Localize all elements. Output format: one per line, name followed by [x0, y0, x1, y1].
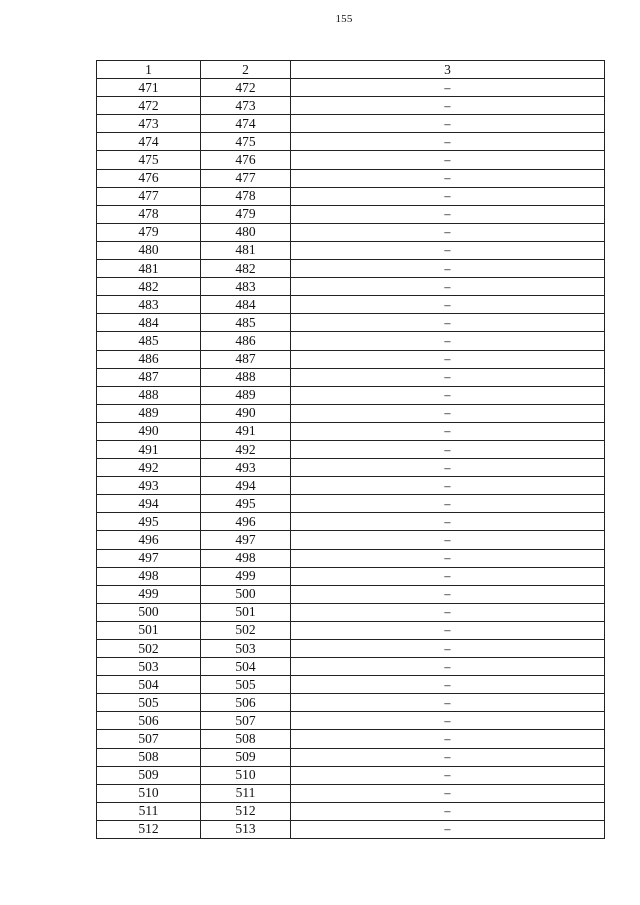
- table-row: [97, 422, 605, 440]
- dash-value: –: [444, 731, 451, 747]
- table-cell-col-1: 507: [97, 730, 201, 748]
- table-cell-col-1: 484: [97, 314, 201, 332]
- table-row: [97, 133, 605, 151]
- table-cell-col-2: 480: [201, 223, 291, 241]
- table-cell-col-3: [291, 241, 605, 259]
- dash-value: –: [444, 242, 451, 258]
- dash-value: –: [444, 97, 451, 113]
- dash-value: –: [444, 423, 451, 439]
- dash-value: –: [444, 206, 451, 222]
- table-row: [97, 404, 605, 422]
- table-cell-col-3: [291, 676, 605, 694]
- table-cell-col-2: 507: [201, 712, 291, 730]
- dash-value: –: [444, 477, 451, 493]
- table-row: [97, 260, 605, 278]
- table-cell-col-3: [291, 223, 605, 241]
- header-row: [97, 61, 605, 79]
- table-cell-col-1: 503: [97, 658, 201, 676]
- page-number: 155: [335, 13, 353, 25]
- table-row: [97, 278, 605, 296]
- table-cell-col-3: [291, 549, 605, 567]
- table-cell-col-2: 502: [201, 621, 291, 639]
- table-cell-col-2: 512: [201, 802, 291, 820]
- table-cell-col-3: [291, 79, 605, 97]
- table-row: [97, 440, 605, 458]
- table-cell-col-1: 510: [97, 784, 201, 802]
- table-cell-col-3: [291, 567, 605, 585]
- table-cell-col-1: 497: [97, 549, 201, 567]
- table-cell-col-1: 512: [97, 820, 201, 838]
- table-row: [97, 802, 605, 820]
- dash-value: –: [444, 188, 451, 204]
- dash-value: –: [444, 405, 451, 421]
- dash-value: –: [444, 676, 451, 692]
- table-cell-col-3: [291, 169, 605, 187]
- table-cell-col-1: 488: [97, 386, 201, 404]
- table-cell-col-3: [291, 621, 605, 639]
- table-cell-col-2: 476: [201, 151, 291, 169]
- table-cell-col-1: 483: [97, 296, 201, 314]
- table-cell-col-1: 492: [97, 459, 201, 477]
- dash-value: –: [444, 79, 451, 95]
- table-cell-col-3: [291, 205, 605, 223]
- table-cell-col-3: [291, 151, 605, 169]
- table-row: [97, 187, 605, 205]
- table-row: [97, 585, 605, 603]
- dash-value: –: [444, 694, 451, 710]
- table-cell-col-2: 491: [201, 422, 291, 440]
- dash-value: –: [444, 170, 451, 186]
- table-cell-col-3: [291, 495, 605, 513]
- table-cell-col-1: 479: [97, 223, 201, 241]
- table-cell-col-2: 508: [201, 730, 291, 748]
- table-row: [97, 350, 605, 368]
- table-cell-col-3: [291, 603, 605, 621]
- table-cell-col-3: [291, 694, 605, 712]
- table-cell-col-3: [291, 513, 605, 531]
- table-cell-col-3: [291, 477, 605, 495]
- table-cell-col-2: 475: [201, 133, 291, 151]
- table-cell-col-3: [291, 640, 605, 658]
- table-row: [97, 332, 605, 350]
- table-cell-col-1: 478: [97, 205, 201, 223]
- table-cell-col-3: [291, 585, 605, 603]
- table-row: [97, 495, 605, 513]
- column-header-2: 2: [201, 61, 291, 79]
- table-cell-col-3: [291, 133, 605, 151]
- table-cell-col-2: 497: [201, 531, 291, 549]
- dash-value: –: [444, 387, 451, 403]
- table-row: [97, 97, 605, 115]
- table-cell-col-2: 482: [201, 260, 291, 278]
- table-cell-col-1: 480: [97, 241, 201, 259]
- table-cell-col-2: 493: [201, 459, 291, 477]
- column-header-1: 1: [97, 61, 201, 79]
- table-cell-col-2: 479: [201, 205, 291, 223]
- table-cell-col-3: [291, 260, 605, 278]
- table-cell-col-1: 489: [97, 404, 201, 422]
- table-row: [97, 205, 605, 223]
- dash-value: –: [444, 296, 451, 312]
- dash-value: –: [444, 152, 451, 168]
- table-cell-col-2: 494: [201, 477, 291, 495]
- table-row: [97, 477, 605, 495]
- table-cell-col-1: 482: [97, 278, 201, 296]
- dash-value: –: [444, 332, 451, 348]
- table-cell-col-3: [291, 766, 605, 784]
- table-row: [97, 549, 605, 567]
- table-row: [97, 169, 605, 187]
- dash-value: –: [444, 749, 451, 765]
- table-cell-col-2: 490: [201, 404, 291, 422]
- table-cell-col-2: 511: [201, 784, 291, 802]
- table-row: [97, 640, 605, 658]
- table-cell-col-3: [291, 386, 605, 404]
- table-cell-col-3: [291, 748, 605, 766]
- table-cell-col-1: 506: [97, 712, 201, 730]
- table-cell-col-2: 483: [201, 278, 291, 296]
- table-cell-col-1: 485: [97, 332, 201, 350]
- dash-value: –: [444, 604, 451, 620]
- table-row: [97, 658, 605, 676]
- table-cell-col-1: 499: [97, 585, 201, 603]
- table-cell-col-2: 492: [201, 440, 291, 458]
- table-cell-col-1: 505: [97, 694, 201, 712]
- dash-value: –: [444, 803, 451, 819]
- table-cell-col-1: 474: [97, 133, 201, 151]
- table-row: [97, 621, 605, 639]
- dash-value: –: [444, 351, 451, 367]
- table-row: [97, 241, 605, 259]
- table-cell-col-2: 496: [201, 513, 291, 531]
- table-cell-col-1: 494: [97, 495, 201, 513]
- table-cell-col-2: 505: [201, 676, 291, 694]
- table-row: [97, 712, 605, 730]
- table-cell-col-3: [291, 712, 605, 730]
- table-cell-col-3: [291, 440, 605, 458]
- dash-value: –: [444, 658, 451, 674]
- table-cell-col-2: 501: [201, 603, 291, 621]
- dash-value: –: [444, 278, 451, 294]
- table-cell-col-3: [291, 531, 605, 549]
- table-cell-col-2: 504: [201, 658, 291, 676]
- table-cell-col-2: 513: [201, 820, 291, 838]
- table-cell-col-3: [291, 784, 605, 802]
- table-cell-col-1: 477: [97, 187, 201, 205]
- table-row: [97, 766, 605, 784]
- dash-value: –: [444, 640, 451, 656]
- dash-value: –: [444, 821, 451, 837]
- dash-value: –: [444, 314, 451, 330]
- table-cell-col-1: 495: [97, 513, 201, 531]
- dash-value: –: [444, 785, 451, 801]
- dash-value: –: [444, 513, 451, 529]
- table-row: [97, 748, 605, 766]
- table-cell-col-1: 476: [97, 169, 201, 187]
- table-cell-col-1: 487: [97, 368, 201, 386]
- table-cell-col-2: 506: [201, 694, 291, 712]
- table-cell-col-3: [291, 368, 605, 386]
- table-cell-col-3: [291, 350, 605, 368]
- dash-value: –: [444, 712, 451, 728]
- column-header-3: 3: [291, 61, 605, 79]
- table-cell-col-2: 481: [201, 241, 291, 259]
- table-cell-col-1: 472: [97, 97, 201, 115]
- table-cell-col-3: [291, 187, 605, 205]
- table-cell-col-1: 490: [97, 422, 201, 440]
- dash-value: –: [444, 767, 451, 783]
- table-cell-col-2: 486: [201, 332, 291, 350]
- dash-value: –: [444, 260, 451, 276]
- table-cell-col-3: [291, 115, 605, 133]
- table-cell-col-2: 484: [201, 296, 291, 314]
- data-table: [96, 60, 605, 839]
- dash-value: –: [444, 459, 451, 475]
- table-row: [97, 151, 605, 169]
- table-cell-col-1: 481: [97, 260, 201, 278]
- table-header: [97, 61, 605, 79]
- dash-value: –: [444, 115, 451, 131]
- dash-value: –: [444, 622, 451, 638]
- dash-value: –: [444, 586, 451, 602]
- table-cell-col-1: 498: [97, 567, 201, 585]
- dash-value: –: [444, 133, 451, 149]
- table-body: [97, 79, 605, 839]
- table-cell-col-2: 499: [201, 567, 291, 585]
- dash-value: –: [444, 369, 451, 385]
- table-row: [97, 79, 605, 97]
- dash-value: –: [444, 441, 451, 457]
- table-cell-col-1: 491: [97, 440, 201, 458]
- table-cell-col-3: [291, 404, 605, 422]
- table-cell-col-1: 508: [97, 748, 201, 766]
- table-row: [97, 784, 605, 802]
- table-cell-col-1: 500: [97, 603, 201, 621]
- table-cell-col-2: 474: [201, 115, 291, 133]
- table-row: [97, 459, 605, 477]
- table-cell-col-2: 473: [201, 97, 291, 115]
- table-row: [97, 694, 605, 712]
- table-row: [97, 567, 605, 585]
- table-cell-col-2: 503: [201, 640, 291, 658]
- table-cell-col-2: 485: [201, 314, 291, 332]
- dash-value: –: [444, 568, 451, 584]
- table-cell-col-3: [291, 459, 605, 477]
- table-cell-col-2: 495: [201, 495, 291, 513]
- table-row: [97, 314, 605, 332]
- table-row: [97, 730, 605, 748]
- table-row: [97, 368, 605, 386]
- table-cell-col-2: 477: [201, 169, 291, 187]
- table-row: [97, 386, 605, 404]
- table-cell-col-3: [291, 820, 605, 838]
- table-cell-col-2: 488: [201, 368, 291, 386]
- table-cell-col-1: 473: [97, 115, 201, 133]
- table-row: [97, 223, 605, 241]
- table-row: [97, 513, 605, 531]
- table-cell-col-1: 496: [97, 531, 201, 549]
- table-cell-col-1: 501: [97, 621, 201, 639]
- table-cell-col-3: [291, 97, 605, 115]
- table-cell-col-1: 475: [97, 151, 201, 169]
- table-cell-col-1: 471: [97, 79, 201, 97]
- table-cell-col-1: 493: [97, 477, 201, 495]
- table-cell-col-1: 504: [97, 676, 201, 694]
- dash-value: –: [444, 550, 451, 566]
- table-cell-col-1: 486: [97, 350, 201, 368]
- table-cell-col-2: 498: [201, 549, 291, 567]
- table-row: [97, 115, 605, 133]
- table-row: [97, 296, 605, 314]
- dash-value: –: [444, 224, 451, 240]
- table-cell-col-3: [291, 314, 605, 332]
- table-cell-col-3: [291, 422, 605, 440]
- table-cell-col-3: [291, 730, 605, 748]
- table-row: [97, 531, 605, 549]
- table-row: [97, 676, 605, 694]
- table-cell-col-1: 509: [97, 766, 201, 784]
- table-cell-col-3: [291, 332, 605, 350]
- table-cell-col-2: 478: [201, 187, 291, 205]
- table-cell-col-2: 487: [201, 350, 291, 368]
- table-cell-col-2: 489: [201, 386, 291, 404]
- table-cell-col-2: 472: [201, 79, 291, 97]
- table-cell-col-3: [291, 296, 605, 314]
- table-cell-col-2: 500: [201, 585, 291, 603]
- table-cell-col-1: 502: [97, 640, 201, 658]
- dash-value: –: [444, 531, 451, 547]
- table-cell-col-2: 510: [201, 766, 291, 784]
- table-row: [97, 820, 605, 838]
- table-cell-col-2: 509: [201, 748, 291, 766]
- table-cell-col-3: [291, 658, 605, 676]
- dash-value: –: [444, 495, 451, 511]
- table-cell-col-3: [291, 278, 605, 296]
- table-cell-col-3: [291, 802, 605, 820]
- table-cell-col-1: 511: [97, 802, 201, 820]
- table-row: [97, 603, 605, 621]
